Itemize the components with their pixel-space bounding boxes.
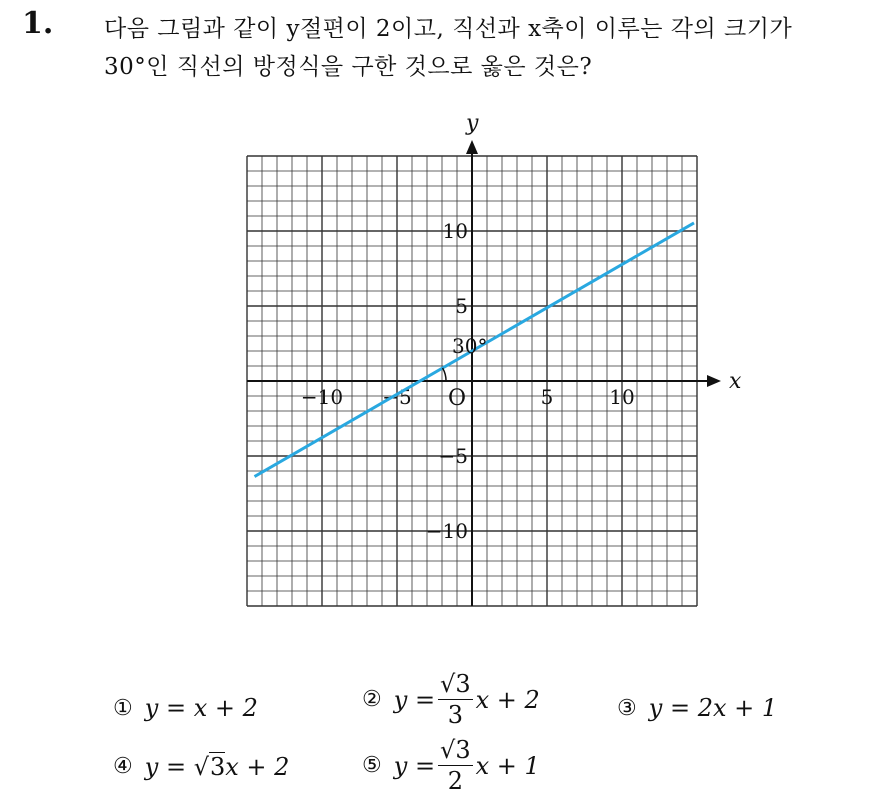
choice-5-fraction [438, 738, 473, 793]
choice-1-eq: = [165, 694, 187, 722]
choice-5-eq: = [414, 751, 436, 780]
question-line-2: 30°인 직선의 방정식을 구한 것으로 옳은 것은? [104, 54, 593, 80]
x-tick-label: −10 [300, 385, 344, 409]
y-tick-label: 10 [442, 219, 468, 243]
choice-2-denominator: 3 [447, 701, 463, 729]
origin-label: O [448, 386, 467, 411]
choice-1-mark: ① [113, 695, 133, 721]
x-axis-arrow [707, 375, 721, 387]
choice-3-mark: ③ [617, 695, 637, 721]
y-tick-label: −5 [438, 444, 468, 468]
choice-2-rest: x + 2 [475, 685, 540, 714]
angle-arc [443, 368, 446, 381]
choice-3-rhs: 2x + 1 [697, 694, 778, 722]
choice-5[interactable] [362, 738, 540, 793]
question-number: 1. [22, 6, 54, 41]
choice-1[interactable] [113, 694, 258, 722]
y-axis-arrow [466, 140, 478, 154]
choice-3-eq: = [669, 694, 691, 722]
choice-2-lhs: y [393, 685, 408, 714]
choice-5-rest: x + 1 [475, 751, 540, 780]
axes [247, 140, 721, 606]
choice-3[interactable] [617, 694, 777, 722]
x-tick-label: −5 [382, 385, 412, 409]
y-axis-label: y [466, 111, 479, 136]
choice-5-mark: ⑤ [362, 753, 382, 778]
choice-1-lhs: y [144, 694, 159, 722]
choice-4-sqrt-sign: √ [193, 752, 209, 781]
choice-4-eq: = [165, 752, 187, 781]
choice-2-eq: = [414, 685, 436, 714]
choice-4-mark: ④ [113, 754, 133, 779]
choice-5-numerator: √3 [440, 736, 471, 764]
x-axis-label: x [729, 369, 742, 394]
choice-2[interactable] [362, 672, 540, 727]
angle-label: 30° [452, 334, 488, 358]
choice-4-rest: x + 2 [225, 752, 290, 781]
choice-5-denominator: 2 [447, 767, 463, 795]
y-tick-label: −10 [425, 519, 468, 543]
choice-5-lhs: y [393, 751, 408, 780]
choice-4[interactable] [113, 752, 289, 781]
choice-3-lhs: y [648, 694, 663, 722]
choice-2-numerator: √3 [440, 670, 471, 698]
x-tick-label: 10 [609, 385, 635, 409]
choice-4-radicand: 3 [209, 753, 226, 781]
choice-4-lhs: y [144, 752, 159, 781]
x-tick-label: 5 [540, 385, 554, 409]
y-tick-label: 5 [455, 294, 468, 318]
choice-2-mark: ② [362, 687, 382, 712]
choice-1-rhs: x + 2 [193, 694, 258, 722]
question-line-1: 다음 그림과 같이 y절편이 2이고, 직선과 x축이 이루는 각의 크기가 [104, 16, 793, 42]
choice-2-fraction [438, 672, 473, 727]
